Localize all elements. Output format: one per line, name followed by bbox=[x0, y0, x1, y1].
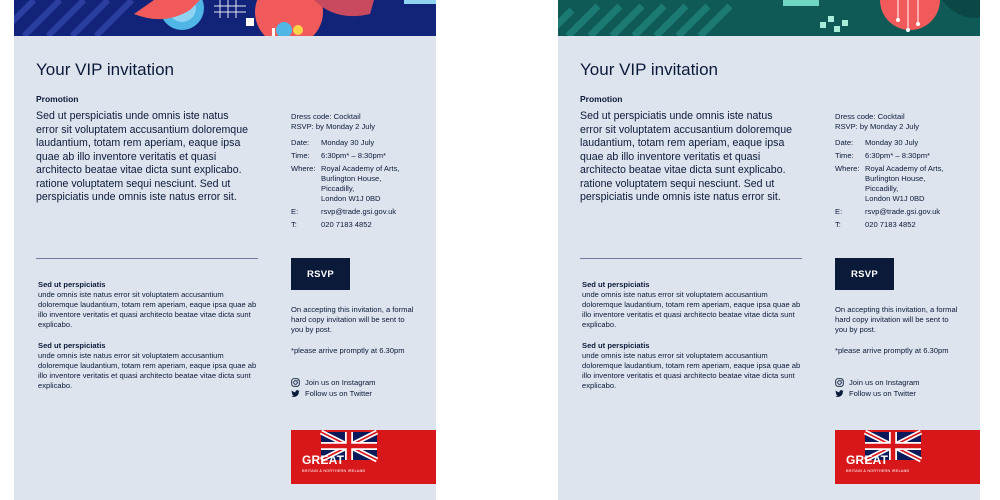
twitter-icon bbox=[835, 389, 844, 398]
instagram-icon bbox=[835, 378, 844, 387]
phone-link[interactable]: 020 7183 4852 bbox=[865, 220, 916, 229]
address-line: Burlington House, bbox=[321, 174, 382, 183]
invitation-card-navy bbox=[14, 0, 436, 500]
logo-subtitle: BRITAIN & NORTHERN IRELAND bbox=[302, 469, 366, 473]
twitter-icon bbox=[291, 389, 300, 398]
arrival-note: *please arrive promptly at 6.30pm bbox=[291, 346, 405, 355]
where-row bbox=[291, 164, 426, 204]
arrival-note: *please arrive promptly at 6.30pm bbox=[835, 346, 949, 355]
email-row bbox=[291, 207, 426, 217]
twitter-label: Follow us on Twitter bbox=[305, 389, 372, 398]
where-label: Where: bbox=[291, 164, 316, 173]
time-label: Time: bbox=[835, 151, 854, 160]
info-section bbox=[38, 341, 258, 391]
invitation-card-teal bbox=[558, 0, 980, 500]
date-row bbox=[835, 138, 970, 148]
address-line: Burlington House, bbox=[865, 174, 926, 183]
time-value: 6:30pm* – 8:30pm* bbox=[321, 151, 387, 160]
rsvp-button[interactable]: RSVP bbox=[835, 258, 894, 290]
lead-paragraph: Sed ut perspiciatis unde omnis iste natus error sit voluptatem accusantium doloremque laudantium, totam rem aperiam, eaque ipsa quae ab illo inventore veritatis et quasi architecto beatae vitae dicta sunt explicabo. ratione voluptatem sequi nesciunt. Sed ut perspiciatis unde omnis iste natus error sit. bbox=[580, 110, 792, 203]
rsvp-deadline: RSVP: by Monday 2 July bbox=[291, 122, 375, 131]
great-logo bbox=[291, 430, 436, 484]
divider bbox=[580, 258, 802, 259]
invitation-title: Your VIP invitation bbox=[36, 60, 174, 79]
time-row bbox=[835, 151, 970, 161]
section-heading: Sed ut perspiciatis bbox=[582, 341, 650, 350]
event-details bbox=[291, 112, 426, 230]
decorative-banner bbox=[14, 0, 436, 36]
date-row bbox=[291, 138, 426, 148]
address-line: London W1J 0BD bbox=[865, 194, 925, 203]
dress-code: Dress code: Cocktail bbox=[291, 112, 361, 121]
date-value: Monday 30 July bbox=[865, 138, 919, 147]
rsvp-deadline: RSVP: by Monday 2 July bbox=[835, 122, 919, 131]
instagram-link[interactable] bbox=[291, 378, 376, 387]
divider bbox=[36, 258, 258, 259]
section-body: unde omnis iste natus error sit voluptatem accusantium doloremque laudantium, totam rem aperiam, eaque ipsa quae ab illo inventore veritatis et quasi architecto beatae vitae dicta sunt explicabo. bbox=[38, 290, 257, 329]
logo-wordmark: GREAT bbox=[302, 453, 345, 467]
where-row bbox=[835, 164, 970, 204]
where-value bbox=[321, 164, 426, 204]
logo-subtitle: BRITAIN & NORTHERN IRELAND bbox=[846, 469, 910, 473]
promotion-label: Promotion bbox=[36, 94, 79, 104]
date-label: Date: bbox=[291, 138, 310, 147]
email-link[interactable]: rsvp@trade.gsi.gov.uk bbox=[865, 207, 941, 216]
phone-label: T: bbox=[291, 220, 297, 229]
email-link[interactable]: rsvp@trade.gsi.gov.uk bbox=[321, 207, 397, 216]
section-heading: Sed ut perspiciatis bbox=[38, 280, 106, 289]
info-section bbox=[582, 280, 802, 330]
accept-note: On accepting this invitation, a formal hard copy invitation will be sent to you by post. bbox=[835, 305, 958, 334]
section-body: unde omnis iste natus error sit voluptatem accusantium doloremque laudantium, totam rem aperiam, eaque ipsa quae ab illo inventore veritatis et quasi architecto beatae vitae dicta sunt explicabo. bbox=[582, 290, 801, 329]
section-body: unde omnis iste natus error sit voluptatem accusantium doloremque laudantium, totam rem aperiam, eaque ipsa quae ab illo inventore veritatis et quasi architecto beatae vitae dicta sunt explicabo. bbox=[38, 351, 257, 390]
where-label: Where: bbox=[835, 164, 860, 173]
promotion-label: Promotion bbox=[580, 94, 623, 104]
instagram-label: Join us on Instagram bbox=[849, 378, 920, 387]
where-value bbox=[865, 164, 970, 204]
twitter-link[interactable] bbox=[835, 389, 916, 398]
time-value: 6:30pm* – 8:30pm* bbox=[865, 151, 931, 160]
invitation-title: Your VIP invitation bbox=[580, 60, 718, 79]
phone-row bbox=[291, 220, 426, 230]
address-line: Royal Academy of Arts, bbox=[321, 164, 400, 173]
event-details bbox=[835, 112, 970, 230]
great-logo bbox=[835, 430, 980, 484]
phone-row bbox=[835, 220, 970, 230]
accept-note: On accepting this invitation, a formal hard copy invitation will be sent to you by post. bbox=[291, 305, 414, 334]
email-label: E: bbox=[291, 207, 299, 216]
instagram-icon bbox=[291, 378, 300, 387]
phone-label: T: bbox=[835, 220, 841, 229]
address-line: London W1J 0BD bbox=[321, 194, 381, 203]
rsvp-button[interactable]: RSVP bbox=[291, 258, 350, 290]
logo-wordmark: GREAT bbox=[846, 453, 889, 467]
email-row bbox=[835, 207, 970, 217]
twitter-link[interactable] bbox=[291, 389, 372, 398]
address-line: Royal Academy of Arts, bbox=[865, 164, 944, 173]
email-label: E: bbox=[835, 207, 843, 216]
instagram-label: Join us on Instagram bbox=[305, 378, 376, 387]
instagram-link[interactable] bbox=[835, 378, 920, 387]
lead-paragraph: Sed ut perspiciatis unde omnis iste natus error sit voluptatem accusantium doloremque laudantium, totam rem aperiam, eaque ipsa quae ab illo inventore veritatis et quasi architecto beatae vitae dicta sunt explicabo. ratione voluptatem sequi nesciunt. Sed ut perspiciatis unde omnis iste natus error sit. bbox=[36, 110, 248, 203]
section-heading: Sed ut perspiciatis bbox=[582, 280, 650, 289]
address-line: Piccadilly, bbox=[865, 184, 899, 193]
twitter-label: Follow us on Twitter bbox=[849, 389, 916, 398]
decorative-banner bbox=[558, 0, 980, 36]
section-body: unde omnis iste natus error sit voluptatem accusantium doloremque laudantium, totam rem aperiam, eaque ipsa quae ab illo inventore veritatis et quasi architecto beatae vitae dicta sunt explicabo. bbox=[582, 351, 801, 390]
date-value: Monday 30 July bbox=[321, 138, 375, 147]
time-row bbox=[291, 151, 426, 161]
info-section bbox=[38, 280, 258, 330]
section-heading: Sed ut perspiciatis bbox=[38, 341, 106, 350]
phone-link[interactable]: 020 7183 4852 bbox=[321, 220, 372, 229]
date-label: Date: bbox=[835, 138, 854, 147]
dress-code: Dress code: Cocktail bbox=[835, 112, 905, 121]
address-line: Piccadilly, bbox=[321, 184, 355, 193]
time-label: Time: bbox=[291, 151, 310, 160]
info-section bbox=[582, 341, 802, 391]
